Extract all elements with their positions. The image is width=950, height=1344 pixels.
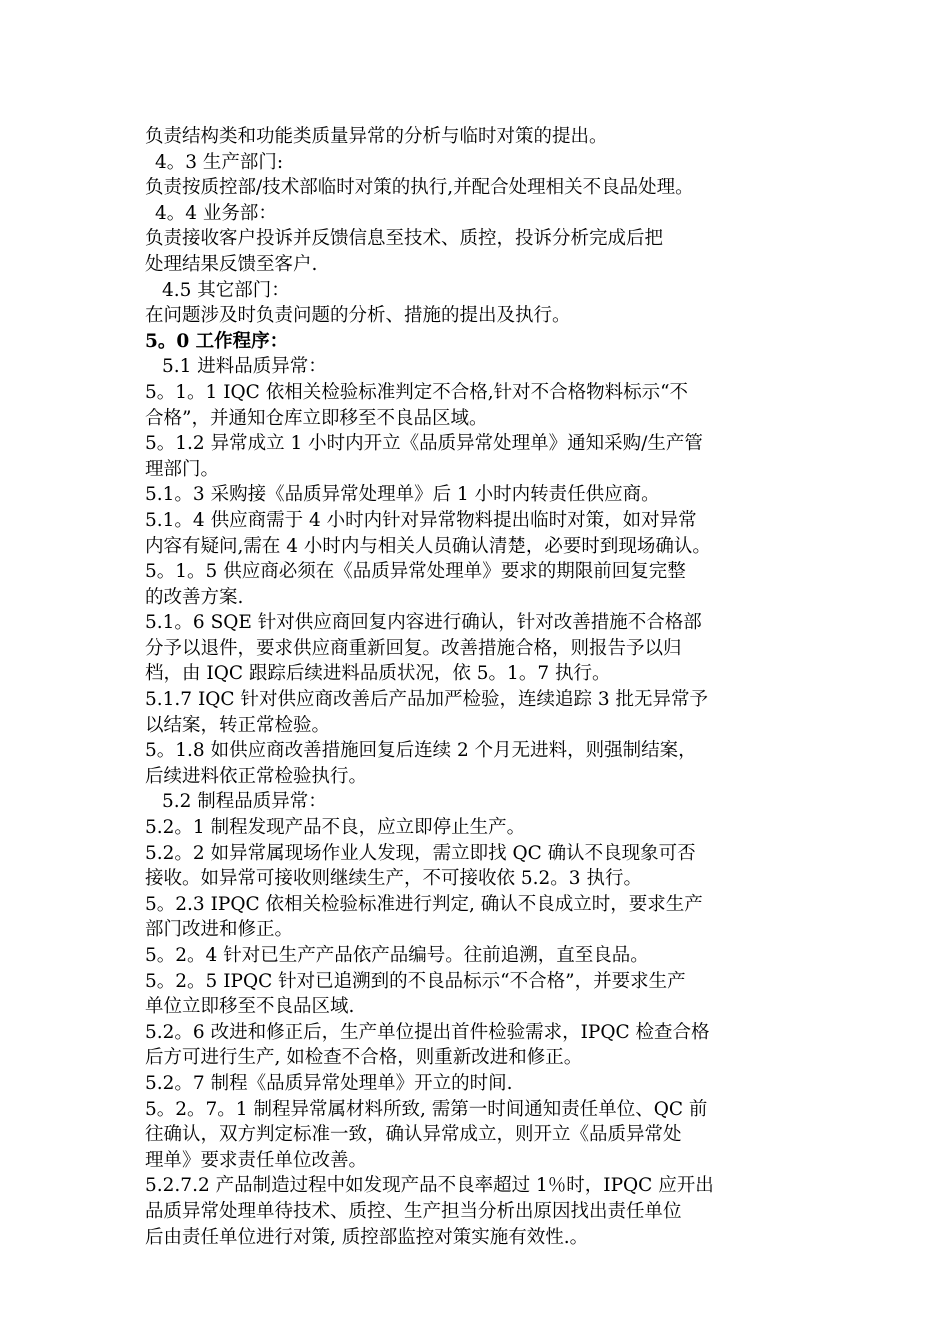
text-line: 负责结构类和功能类质量异常的分析与临时对策的提出。 [145,126,608,147]
text-line: 5。2。5 IPQC 针对已追溯到的不良品标示“不合格”，并要求生产 [145,970,686,992]
text-line: 5。2.3 IPQC 依相关检验标准进行判定, 确认不良成立时，要求生产 [145,893,703,915]
text-line: 处理结果反馈至客户. [145,253,318,275]
text-line: 负责按质控部/技术部临时对策的执行,并配合处理相关不良品处理。 [145,177,694,199]
text-line: 以结案，转正常检验。 [145,714,331,736]
text-line: 在问题涉及时负责问题的分析、措施的提出及执行。 [145,305,571,327]
text-line: 档，由 IQC 跟踪后续进料品质状况，依 5。1。7 执行。 [145,663,611,685]
text-line: 分予以退件，要求供应商重新回复。改善措施合格，则报告予以归 [145,637,682,659]
text-line: 后续进料依正常检验执行。 [145,765,368,787]
text-line: 5.2。7 制程《品质异常处理单》开立的时间. [145,1072,513,1094]
text-line: 5.2。2 如异常属现场作业人发现，需立即找 QC 确认不良现象可否 [145,842,696,864]
section-heading: 4。4 业务部： [155,202,277,224]
text-line: 5.2.7.2 产品制造过程中如发现产品不良率超过 1％时，IPQC 应开出 [145,1175,714,1197]
text-line: 合格”，并通知仓库立即移至不良品区域。 [145,407,488,429]
text-line: 5。1.2 异常成立 1 小时内开立《品质异常处理单》通知采购/生产管 [145,433,703,455]
text-line: 往确认，双方判定标准一致，确认异常成立，则开立《品质异常处 [145,1124,682,1146]
text-line: 5。1。1 IQC 依相关检验标准判定不合格,针对不合格物料标示“不 [145,381,689,403]
text-line: 部门改进和修正。 [145,919,294,941]
text-line: 内容有疑问,需在 4 小时内与相关人员确认清楚，必要时到现场确认。 [145,535,711,557]
text-line: 5。2。4 针对已生产产品依产品编号。往前追溯，直至良品。 [145,945,649,966]
text-line: 5.2。6 改进和修正后，生产单位提出首件检验需求，IPQC 检查合格 [145,1021,710,1043]
text-line: 的改善方案. [145,586,244,608]
section-heading: 4。3 生产部门: [155,151,284,173]
text-line: 后方可进行生产, 如检查不合格，则重新改进和修正。 [145,1047,583,1069]
text-line: 5.1。3 采购接《品质异常处理单》后 1 小时内转责任供应商。 [145,484,660,506]
text-line: 后由责任单位进行对策, 质控部监控对策实施有效性.。 [145,1226,589,1248]
text-line: 单位立即移至不良品区域. [145,996,355,1018]
text-line: 接收。如异常可接收则继续生产，不可接收依 5.2。3 执行。 [145,868,642,890]
text-line: 5.1。4 供应商需于 4 小时内针对异常物料提出临时对策，如对异常 [145,509,697,531]
text-line: 负责接收客户投诉并反馈信息至技术、质控，投诉分析完成后把 [145,228,664,250]
text-line: 理部门。 [145,458,220,480]
document-body [145,124,815,1250]
section-heading: 4.5 其它部门： [162,279,290,301]
text-line: 5。1。5 供应商必须在《品质异常处理单》要求的期限前回复完整 [145,561,686,583]
text-line: 5.1.7 IQC 针对供应商改善后产品加严检验，连续追踪 3 批无异常予 [145,689,708,711]
section-heading: 5.1 进料品质异常： [162,356,327,378]
text-line: 5.2。1 制程发现产品不良，应立即停止生产。 [145,817,526,839]
section-heading: 5.2 制程品质异常： [162,791,327,813]
text-line: 5.1。6 SQE 针对供应商回复内容进行确认，针对改善措施不合格部 [145,612,702,634]
text-line: 5。1.8 如供应商改善措施回复后连续 2 个月无进料，则强制结案， [145,740,697,762]
chapter-heading: 5。0 工作程序： [145,330,289,352]
text-line: 理单》要求责任单位改善。 [145,1149,368,1171]
text-line: 品质异常处理单待技术、质控、生产担当分析出原因找出责任单位 [145,1200,682,1222]
text-line: 5。2。7。1 制程异常属材料所致, 需第一时间通知责任单位、QC 前 [145,1098,708,1120]
